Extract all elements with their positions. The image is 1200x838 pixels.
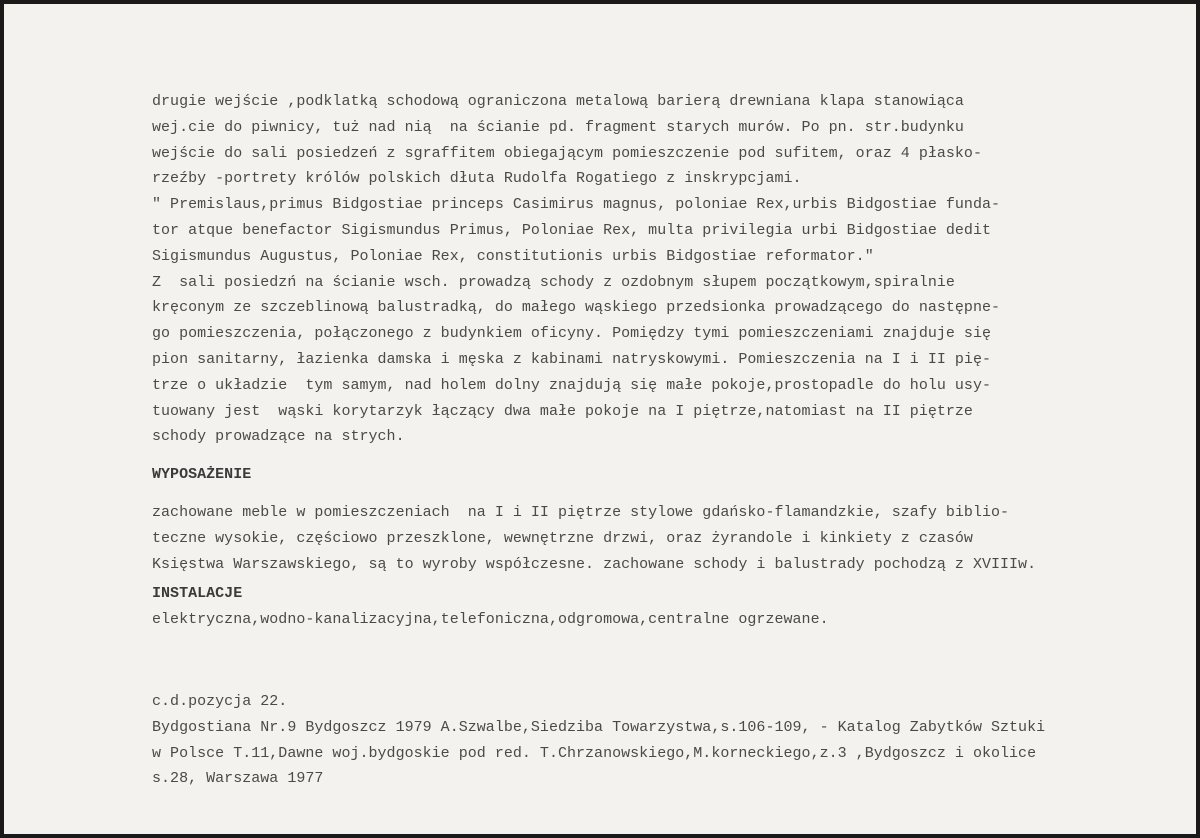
text-line: wejście do sali posiedzeń z sgraffitem obiegającym pomieszczenie pod sufitem, oraz 4 płasko- [152, 144, 982, 162]
typed-text-block [152, 89, 1112, 792]
text-line: pion sanitarny, łazienka damska i męska z kabinami natryskowymi. Pomieszczenia na I i II pię- [152, 350, 991, 368]
spacer [152, 488, 1112, 500]
section-heading-wyposazenie: WYPOSAŻENIE [152, 466, 252, 484]
text-line: c.d.pozycja 22. [152, 692, 288, 710]
text-line: elektryczna,wodno-kanalizacyjna,telefoniczna,odgromowa,centralne ogrzewane. [152, 611, 829, 629]
text-line: teczne wysokie, częściowo przeszklone, wewnętrzne drzwi, oraz żyrandole i kinkiety z czasów [152, 529, 973, 547]
text-line: Z sali posiedzń na ścianie wsch. prowadzą schody z ozdobnym słupem początkowym,spiralnie [152, 273, 955, 291]
text-line: tuowany jest wąski korytarzyk łączący dwa małe pokoje na I piętrze,natomiast na II piętrze [152, 402, 973, 420]
text-line: Bydgostiana Nr.9 Bydgoszcz 1979 A.Szwalbe,Siedziba Towarzystwa,s.106-109, - Katalog Zabytków Sztuki [152, 718, 1046, 736]
text-line: Księstwa Warszawskiego, są to wyroby współczesne. zachowane schody i balustrady pochodzą z XVIIIw. [152, 555, 1037, 573]
typewritten-page [4, 4, 1196, 834]
text-line: rzeźby -portrety królów polskich dłuta Rudolfa Rogatiego z inskrypcjami. [152, 170, 802, 188]
text-line: s.28, Warszawa 1977 [152, 770, 324, 788]
section-heading-instalacje: INSTALACJE [152, 585, 243, 603]
text-line: trze o układzie tym samym, nad holem dolny znajdują się małe pokoje,prostopadle do holu usy- [152, 376, 991, 394]
description-section [152, 89, 1112, 450]
text-line: w Polsce T.11,Dawne woj.bydgoskie pod red. T.Chrzanowskiego,M.korneckiego,z.3 ,Bydgoszcz i okolice [152, 744, 1037, 762]
references-section [152, 689, 1112, 792]
wyposazenie-section [152, 462, 1112, 577]
text-line: wej.cie do piwnicy, tuż nad nią na ścianie pd. fragment starych murów. Po pn. str.budynku [152, 118, 964, 136]
text-line: go pomieszczenia, połączonego z budynkiem oficyny. Pomiędzy tymi pomieszczeniami znajduje się [152, 325, 991, 343]
text-line: drugie wejście ,podklatką schodową ograniczona metalową barierą drewniana klapa stanowiąca [152, 93, 964, 110]
instalacje-section [152, 581, 1112, 633]
text-line: kręconym ze szczeblinową balustradką, do małego wąskiego przedsionka prowadzącego do następne- [152, 299, 1001, 317]
text-line: Sigismundus Augustus, Poloniae Rex, constitutionis urbis Bidgostiae reformator." [152, 247, 874, 265]
text-line: schody prowadzące na strych. [152, 428, 405, 446]
spacer [152, 450, 1112, 462]
text-line: tor atque benefactor Sigismundus Primus, Poloniae Rex, multa privilegia urbi Bidgostiae dedit [152, 221, 991, 239]
text-line: " Premislaus,primus Bidgostiae princeps Casimirus magnus, poloniae Rex,urbis Bidgostiae funda- [152, 196, 1001, 214]
spacer [152, 633, 1112, 689]
text-line: zachowane meble w pomieszczeniach na I i II piętrze stylowe gdańsko-flamandzkie, szafy biblio- [152, 503, 1010, 521]
